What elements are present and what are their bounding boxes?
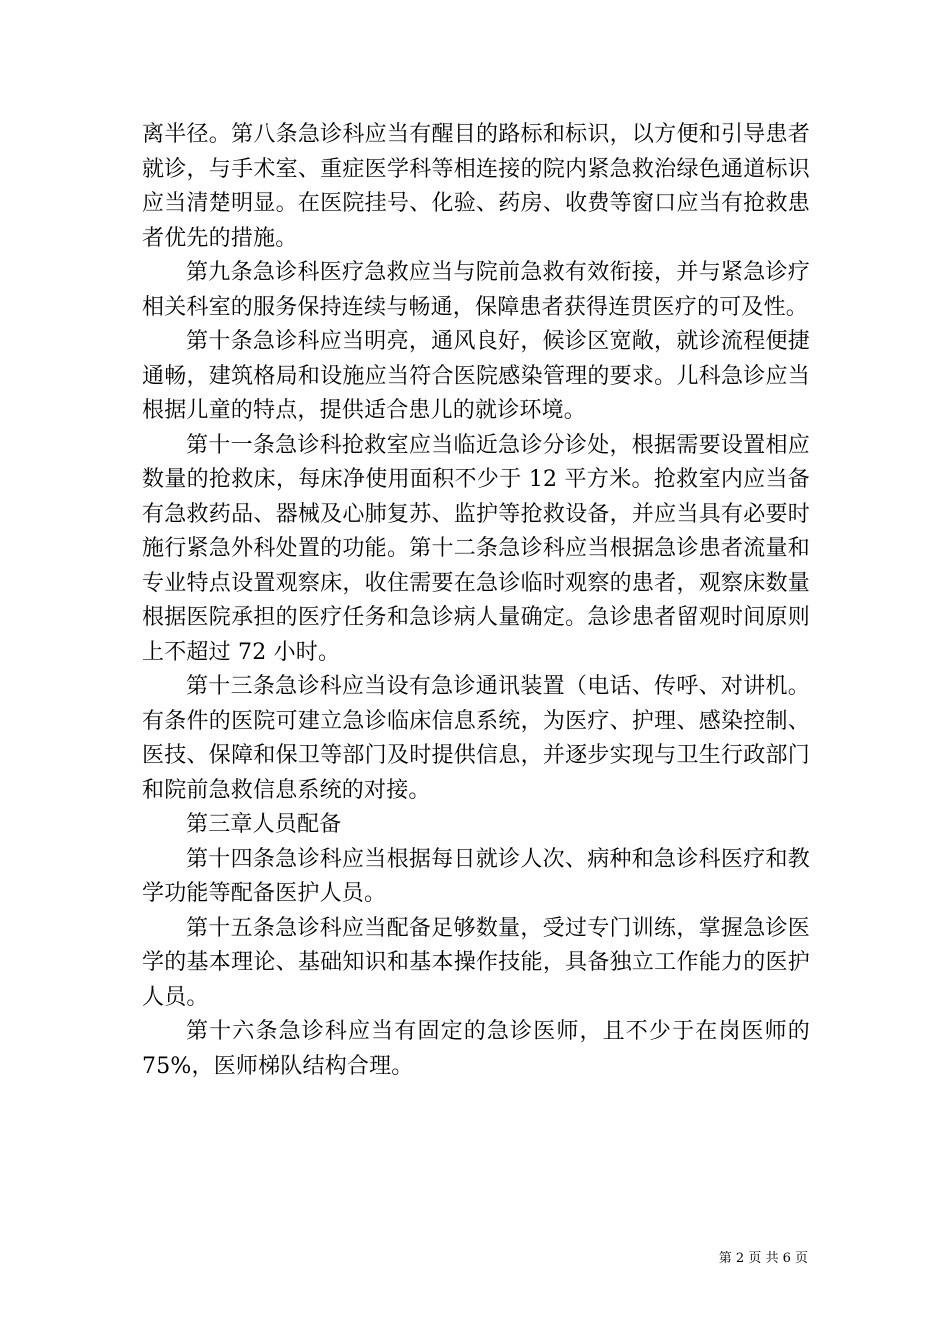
paragraph-1: 离半径。第八条急诊科应当有醒目的路标和标识，以方便和引导患者就诊，与手术室、重症医学科等相连接的院内紧急救治绿色通道标识应当清楚明显。在医院挂号、化验、药房、收费等窗口应当有抢救患者优先的措施。 xyxy=(142,122,810,251)
page-number-footer: 第 2 页 共 6 页 xyxy=(718,1251,808,1266)
chapter-heading: 第三章人员配备 xyxy=(186,812,342,837)
paragraph-4: 第十一条急诊科抢救室应当临近急诊分诊处，根据需要设置相应数量的抢救床，每床净使用面积不少于 12 平方米。抢救室内应当备有急救药品、器械及心肺复苏、监护等抢救设备，并应当具有必要时施行紧急外科处置的功能。第十二条急诊科应当根据急诊患者流量和专业特点设置观察床，收住需要在急诊临时观察的患者，观察床数量根据医院承担的医疗任务和急诊病人量确定。急诊患者留观时间原则上不超过 72 小时。 xyxy=(142,432,810,665)
paragraph-7: 第十四条急诊科应当根据每日就诊人次、病种和急诊科医疗和教学功能等配备医护人员。 xyxy=(142,846,810,906)
paragraph-5: 第十三条急诊科应当设有急诊通讯装置（电话、传呼、对讲机。有条件的医院可建立急诊临床信息系统，为医疗、护理、感染控制、医技、保障和保卫等部门及时提供信息，并逐步实现与卫生行政部门和院前急救信息系统的对接。 xyxy=(142,674,810,803)
paragraph-8: 第十五条急诊科应当配备足够数量，受过专门训练，掌握急诊医学的基本理论、基础知识和基本操作技能，具备独立工作能力的医护人员。 xyxy=(142,915,810,1010)
document-body xyxy=(142,118,810,1084)
paragraph-3: 第十条急诊科应当明亮，通风良好，候诊区宽敞，就诊流程便捷通畅，建筑格局和设施应当符合医院感染管理的要求。儿科急诊应当根据儿童的特点，提供适合患儿的就诊环境。 xyxy=(142,329,810,423)
paragraph-2: 第九条急诊科医疗急救应当与院前急救有效衔接，并与紧急诊疗相关科室的服务保持连续与畅通，保障患者获得连贯医疗的可及性。 xyxy=(142,260,810,320)
paragraph-9: 第十六条急诊科应当有固定的急诊医师，且不少于在岗医师的 75%，医师梯队结构合理。 xyxy=(142,1019,810,1079)
